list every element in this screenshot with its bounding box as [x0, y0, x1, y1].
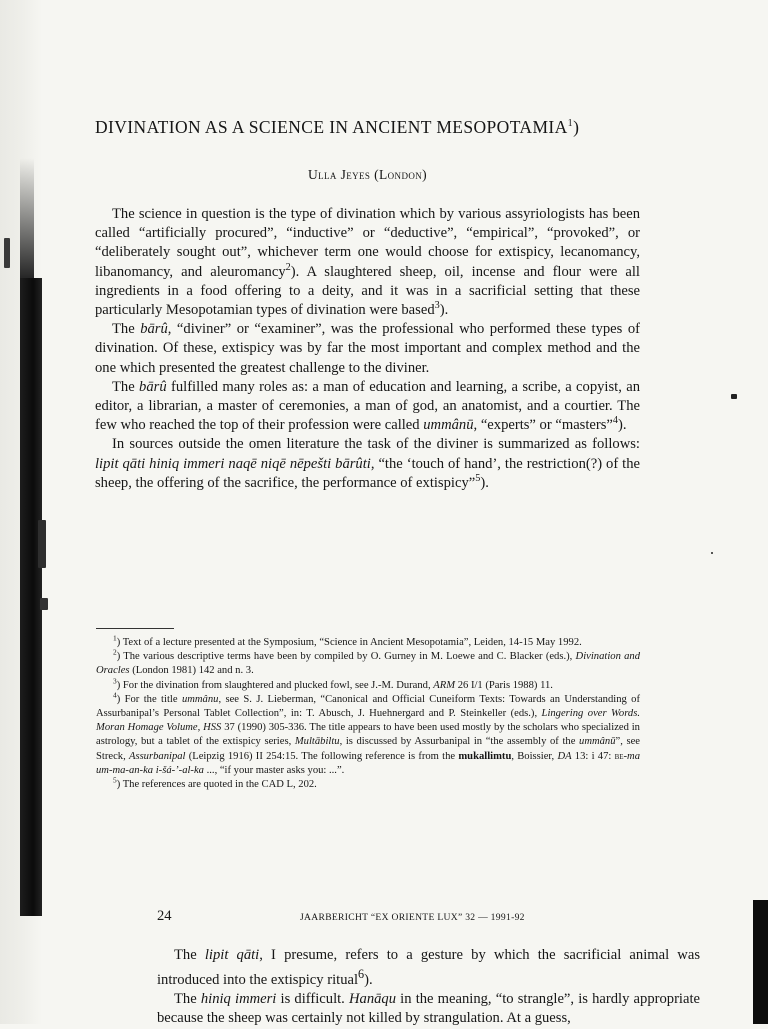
scan-speck — [38, 520, 46, 568]
footnotes — [96, 633, 641, 792]
scan-speck — [731, 394, 737, 399]
main-body — [95, 205, 640, 493]
footnote: $^4$) For the title ummânu, see S. J. Lieberman, “Canonical and Official Cuneiform Texts: Towards an Understanding of Assurbanipal’s Personal Tablet Collection”, in: T. Abusch, J. Huehnergard and P. Steinkeller (eds.), Lingering over Words. Moran Homage Volume, HSS 37 (1990) 305-336. The title appears to have been used mostly by the scholars who specialized in astrology, but a tablet of the extispicy series, Multābiltu, is discussed by Assurbanipal in “the assembly of the ummânū”, see Streck, Assurbanipal (Leipzig 1916) II 254:15. The following reference is from the mukallimtu, Boissier, DA 13: i 47: be-ma um-ma-an-ka i-šá-’-al-ka ..., “if your master asks you: ...”. — [96, 690, 641, 776]
next-page-body — [157, 946, 700, 1029]
paragraph: The bārû, “diviner” or “examiner”, was the professional who performed these types of divination. Of these, extispicy was by far the most important and complex method and the one which presented the greatest challenge to the diviner. — [95, 321, 640, 376]
running-head: JAARBERICHT “EX ORIENTE LUX” 32 — 1991-92 — [300, 912, 525, 923]
scan-binding-shadow — [20, 278, 42, 916]
footnote: $^2$) The various descriptive terms have been by compiled by O. Gurney in M. Loewe and C. Blacker (eds.), Divination and Oracles (London 1981) 142 and n. 3. — [96, 647, 640, 677]
paragraph: The bārû fulfilled many roles as: a man of education and learning, a scribe, a copyist, an editor, a librarian, a master of ceremonies, a man of god, an anatomist, and a courtier. The few who reached the top of their profession were called ummânū, “experts” or “masters”$^4$). — [95, 378, 640, 434]
paragraph: The science in question is the type of divination which by various assyriologists has been called “artificially procured”, “inductive” or “deductive”, “empirical”, “provoked”, or “deliberately sought out”, whichever term one would choose for extispicy, lecanomancy, libanomancy, and aleuromancy$^2$). A slaughtered sheep, oil, incense and flour were all ingredients in a food offering to a deity, and it was in a sacrificial setting that these particularly Mesopotamian types of divination were based$^3$). — [95, 206, 640, 319]
footnote: $^5$) The references are quoted in the CAD L, 202. — [113, 775, 317, 791]
paragraph: The hiniq immeri is difficult. Hanāqu in the meaning, “to strangle”, is hardly appropriate because the sheep was certainly not killed by strangulation. At a guess, — [157, 991, 700, 1027]
footnote-rule — [96, 628, 174, 629]
author-line: Ulla Jeyes (London) — [307, 167, 428, 182]
paragraph: In sources outside the omen literature the task of the diviner is summarized as follows: lipit qāti hiniq immeri naqē niqē nēpešti bārûti, “the ‘touch of hand’, the restriction(?) of the sheep, the offering of the sacrifice, the performance of extispicy”$^5$). — [95, 436, 640, 491]
footnote: $^1$) Text of a lecture presented at the Symposium, “Science in Ancient Mesopotamia”, Leiden, 14-15 May 1992. — [113, 633, 582, 648]
scan-speck — [4, 238, 10, 268]
scan-speck — [40, 598, 48, 610]
article-title: DIVINATION AS A SCIENCE IN ANCIENT MESOPOTAMIA$^1$) — [95, 117, 580, 137]
paragraph: The lipit qāti, I presume, refers to a gesture by which the sacrificial animal was introduced into the extispicy ritual$^6$). — [157, 947, 700, 989]
page-number: 24 — [157, 908, 172, 924]
scan-edge-shadow-right — [753, 900, 768, 1024]
scan-speck — [711, 552, 713, 554]
footnote: $^3$) For the divination from slaughtered and plucked fowl, see J.-M. Durand, ARM 26 I/1 (Paris 1988) 11. — [113, 676, 553, 691]
